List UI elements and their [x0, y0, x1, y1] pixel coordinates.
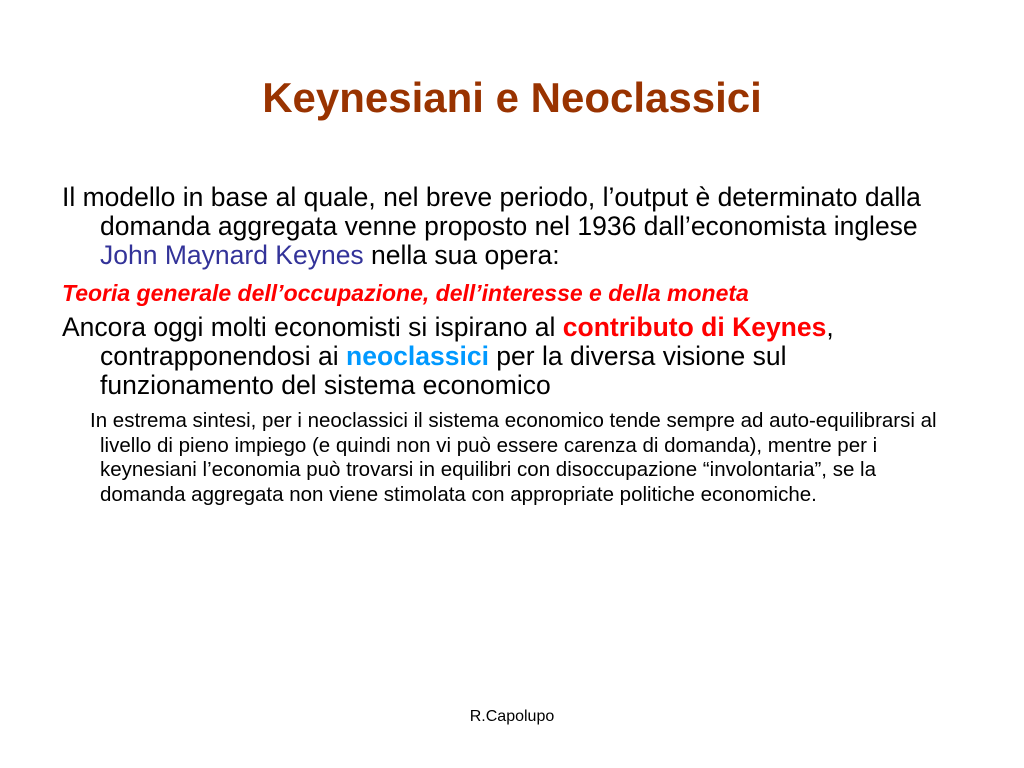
slide-footer-author: R.Capolupo: [469, 708, 555, 725]
paragraph3-text-before: Ancora oggi molti economisti si ispirano al: [62, 312, 563, 342]
paragraph1-text-after: nella sua opera:: [363, 240, 560, 270]
paragraph-keynes-model: [62, 183, 962, 270]
paragraph3-text-middle: , contrapponendosi ai: [100, 312, 834, 371]
neoclassici-highlight: neoclassici: [346, 341, 489, 371]
slide-body: [62, 183, 962, 507]
keynes-contribution-highlight: contributo di Keynes: [562, 312, 827, 342]
book-title: Teoria generale dell’occupazione, dell’interesse e della moneta: [62, 280, 749, 306]
paragraph-summary: [62, 409, 962, 507]
paragraph-economists: [62, 313, 962, 400]
summary-text: In estrema sintesi, per i neoclassici il sistema economico tende sempre ad auto-equilibrarsi al livello di pieno impiego (e quindi non vi può essere carenza di domanda), mentre per i keynesiani l’economia può trovarsi in equilibri con disoccupazione “involontaria”, se la domanda aggregata non viene stimolata con appropriate politiche economiche.: [90, 409, 937, 506]
slide-title: Keynesiani e Neoclassici: [262, 74, 762, 121]
paragraph-book-title: [62, 279, 962, 307]
paragraph1-text-before: Il modello in base al quale, nel breve periodo, l’output è determinato dalla domanda aggregata venne proposto nel 1936 dall’economista inglese: [62, 182, 921, 241]
paragraph3-text-after: per la diversa visione sul funzionamento del sistema economico: [100, 341, 787, 400]
author-name: John Maynard Keynes: [100, 240, 364, 270]
